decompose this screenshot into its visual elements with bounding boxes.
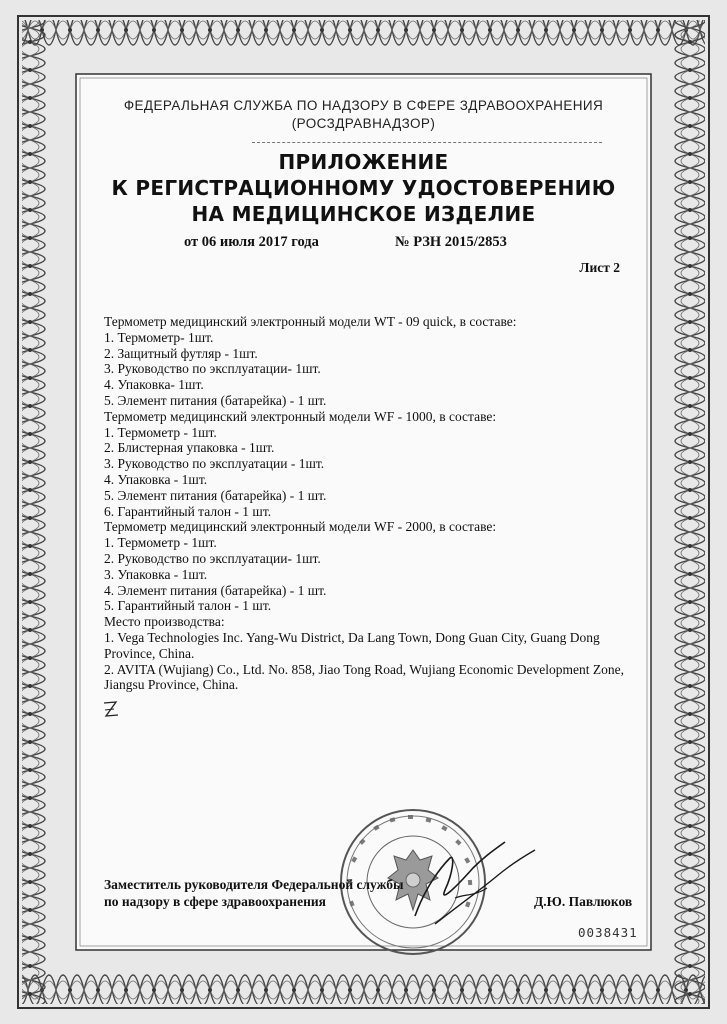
body-line: 3. Руководство по эксплуатации- 1шт. [104, 361, 321, 377]
document-title: ПРИЛОЖЕНИЕ [278, 150, 449, 174]
signature [395, 828, 545, 938]
body-line: 1. Термометр - 1шт. [104, 424, 217, 440]
body-line: 5. Элемент питания (батарейка) - 1 шт. [104, 487, 327, 503]
manufacturer-address: 2. AVITA (Wujiang) Co., Ltd. No. 858, Jiao Tong Road, Wujiang Economic Development Zone, Jiangsu Province, China. [104, 661, 624, 693]
manufacturer-address: 1. Vega Technologies Inc. Yang-Wu District, Da Lang Town, Dong Guan City, Guang Dong Province, China. [104, 629, 600, 661]
body-line: 1. Термометр - 1шт. [104, 535, 217, 551]
serial-number: 0038431 [578, 925, 638, 940]
body-line: Термометр медицинский электронный модели WF - 2000, в составе: [104, 519, 497, 535]
header-divider [252, 142, 602, 143]
issue-date: от 06 июля 2017 года [184, 234, 319, 250]
body-line: 3. Упаковка - 1шт. [104, 566, 208, 582]
body-line: 2. Руководство по эксплуатации- 1шт. [104, 550, 321, 566]
agency-abbreviation: (РОСЗДРАВНАДЗОР) [291, 116, 436, 131]
body-line: 1. Термометр- 1шт. [104, 329, 214, 345]
body-line: 4. Упаковка- 1шт. [104, 377, 204, 393]
body-line: 2. Блистерная упаковка - 1шт. [104, 440, 275, 456]
document-body [104, 314, 634, 693]
body-line: 2. Защитный футляр - 1шт. [104, 345, 258, 361]
body-line: 4. Элемент питания (батарейка) - 1 шт. [104, 582, 327, 598]
sheet-number: Лист 2 [579, 260, 620, 275]
signatory-position-continued: по надзору в сфере здравоохранения [104, 894, 326, 909]
body-line: Место производства: [104, 614, 225, 630]
body-line: 3. Руководство по эксплуатации - 1шт. [104, 456, 325, 472]
body-line: 4. Упаковка - 1шт. [104, 471, 208, 487]
agency-name: ФЕДЕРАЛЬНАЯ СЛУЖБА ПО НАДЗОРУ В СФЕРЕ ЗДРАВООХРАНЕНИЯ [123, 98, 604, 113]
body-line: 6. Гарантийный талон - 1 шт. [104, 503, 272, 519]
body-line: 5. Элемент питания (батарейка) - 1 шт. [104, 392, 327, 408]
signatory-position: Заместитель руководителя Федеральной службы [104, 877, 404, 892]
document-subtitle-2: НА МЕДИЦИНСКОЕ ИЗДЕЛИЕ [191, 202, 536, 226]
body-line: 5. Гарантийный талон - 1 шт. [104, 598, 272, 614]
body-line: Термометр медицинский электронный модели WT - 09 quick, в составе: [104, 314, 517, 329]
body-line: Термометр медицинский электронный модели WF - 1000, в составе: [104, 408, 497, 424]
handwritten-mark [100, 698, 122, 722]
document-subtitle-1: К РЕГИСТРАЦИОННОМУ УДОСТОВЕРЕНИЮ [111, 176, 616, 200]
registration-number: № РЗН 2015/2853 [395, 234, 507, 250]
signatory-name: Д.Ю. Павлюков [534, 894, 633, 909]
